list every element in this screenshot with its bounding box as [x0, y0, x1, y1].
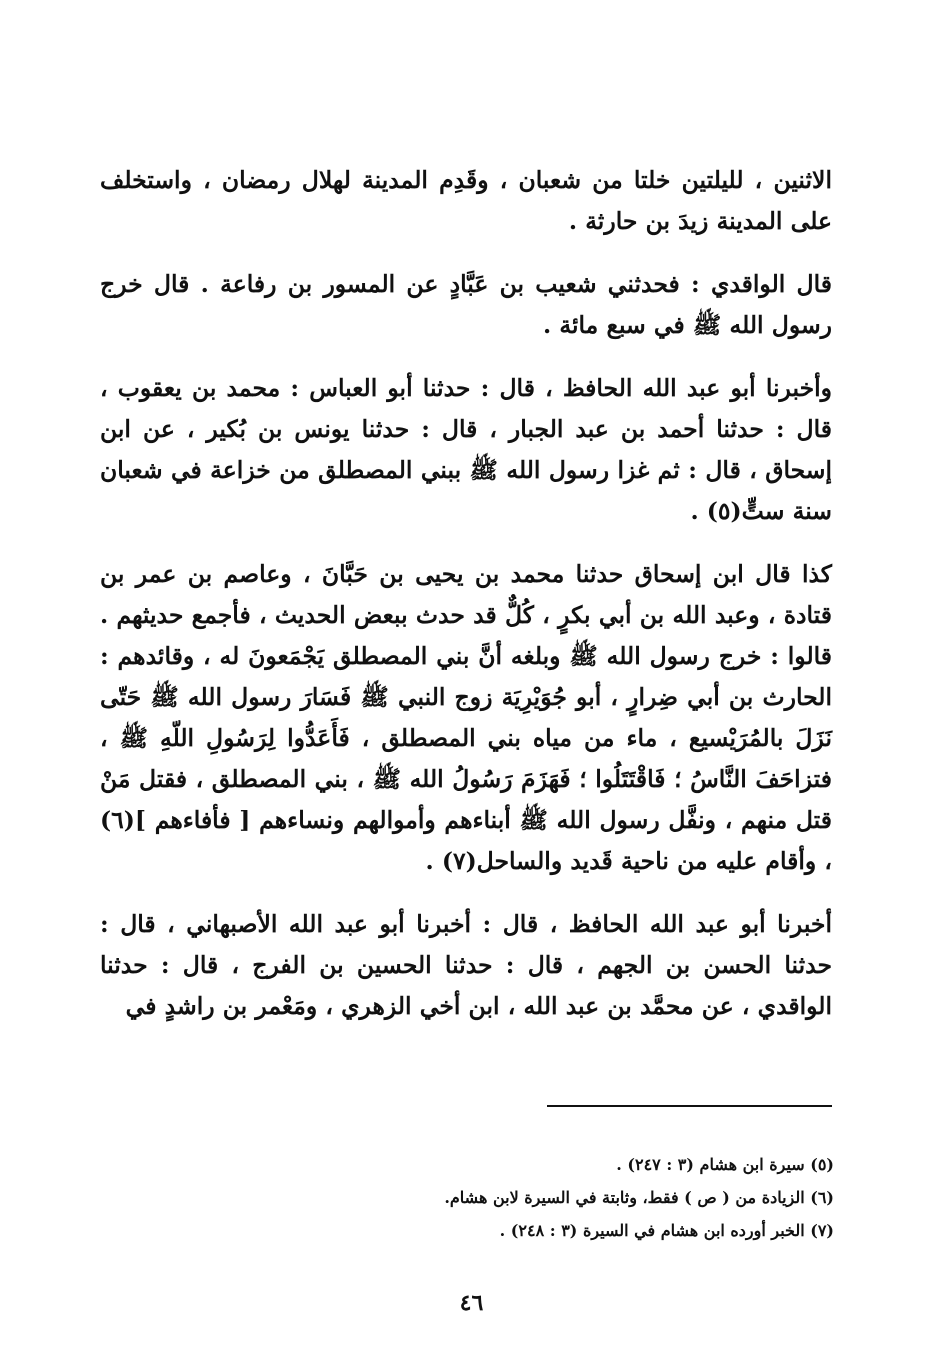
paragraph-2: قال الواقدي : فحدثني شعيب بن عَبَّادٍ عن المسور بن رفاعة . قال خرج رسول الله ﷺ في سبع مائة .: [100, 270, 832, 339]
paragraph-1: الاثنين ، لليلتين خلتا من شعبان ، وقَدِم المدينة لهلال رمضان ، واستخلف على المدينة زيدَ بن حارثة .: [100, 166, 832, 235]
footnote-6: (٦) الزيادة من ( ص ) فقط، وثابتة في السيرة لابن هشام.: [444, 1188, 834, 1207]
paragraph-5: أخبرنا أبو عبد الله الحافظ ، قال : أخبرنا أبو عبد الله الأصبهاني ، قال : حدثنا الحسن بن الجهم ، قال : حدثنا الحسين بن الفرج ، قال : حدثنا الواقدي ، عن محمَّد بن عبد الله ، ابن أخي الزهري ، ومَعْمر بن راشدٍ في: [100, 910, 832, 1020]
footnote-separator: [547, 1105, 832, 1107]
paragraph-4: كذا قال ابن إسحاق حدثنا محمد بن يحيى بن حَبَّانَ ، وعاصم بن عمر بن قتادة ، وعبد الله بن أبي بكرٍ ، كُلٌّ قد حدث ببعض الحديث ، فأجمع حديثهم . قالوا : خرج رسول الله ﷺ وبلغه أنَّ بني المصطلق يَجْمَعونَ له ، وقائدهم : الحارث بن أبي ضِرارٍ ، أبو جُوَيْرِيَة زوج النبي ﷺ فَسَارَ رسول الله ﷺ حَتّى نَزَلَ بالمُرَيْسيع ، ماء من مياه بني المصطلق ، فَأَعَدُّوا لِرَسُولِ اللّهِ ﷺ ، فتزاحَفَ النَّاسُ ؛ فَاقْتَتَلُوا ؛ فَهَزَمَ رَسُولُ الله ﷺ ، بني المصطلق ، فقتل مَنْ قتل منهم ، ونفَّل رسول الله ﷺ أبناءهم وأموالهم ونساءهم [ فأفاءهم ](٦) ، وأقام عليه من ناحية قَديد والساحل(٧) .: [100, 560, 832, 875]
footnotes: [300, 1148, 834, 1247]
page-number: ٤٦: [459, 1290, 484, 1316]
paragraph-3: وأخبرنا أبو عبد الله الحافظ ، قال : حدثنا أبو العباس : محمد بن يعقوب ، قال : حدثنا أحمد بن عبد الجبار ، قال : حدثنا يونس بن بُكير ، عن ابن إسحاق ، قال : ثم غزا رسول الله ﷺ ببني المصطلق من خزاعة في شعبان سنة ستٍّ(٥) .: [100, 374, 832, 525]
footnote-5: (٥) سيرة ابن هشام (٣ : ٢٤٧) .: [616, 1155, 834, 1174]
main-text: [100, 160, 832, 1049]
footnote-7: (٧) الخبر أورده ابن هشام في السيرة (٣ : ٢٤٨) .: [499, 1221, 834, 1240]
